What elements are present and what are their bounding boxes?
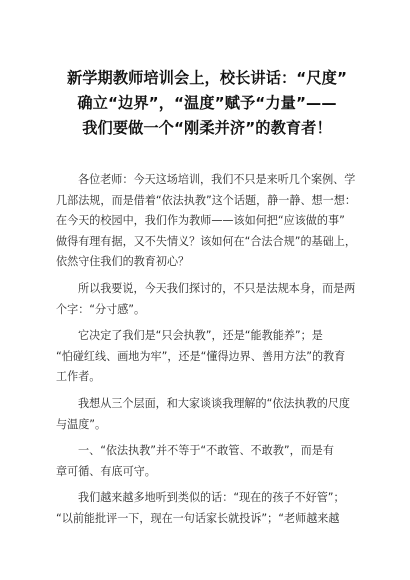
- paragraph-line: “以前能批评一下，现在一句话家长就投诉”；“老师越来越: [56, 511, 340, 525]
- section-heading-one: [56, 441, 356, 482]
- paragraph-line: 与温度”。: [56, 417, 107, 431]
- paragraph-line: 它决定了我们是“只会执教”，还是“能教能养”；是: [78, 329, 323, 343]
- paragraph-line: 工作者。: [56, 370, 101, 384]
- paragraph-line: 一、“依法执教”并不等于“不敢管、不敢教”，而是有: [78, 444, 334, 458]
- paragraph-decides: [56, 326, 356, 388]
- paragraph-line: 几部法规，而是借着“依法执教”这个话题，静一静、想一想：: [56, 193, 356, 207]
- paragraph-sense-of-proportion: [56, 279, 356, 320]
- title-divider: [64, 163, 348, 164]
- title-line-2: 确立“边界”，“温度”赋予“力量”——: [77, 94, 337, 112]
- title-line-1: 新学期教师培训会上，校长讲话：“尺度”: [66, 69, 348, 87]
- paragraph-line: 个字：“分寸感”。: [56, 302, 146, 316]
- paragraph-line: 做得有理有据，又不失情义？该如何在“合法合规”的基础上，: [56, 234, 356, 248]
- paragraph-three-levels: [56, 394, 356, 435]
- document-title: [40, 66, 374, 141]
- document-body: [56, 170, 356, 536]
- paragraph-greeting: [56, 170, 356, 273]
- paragraph-we-hear: [56, 488, 356, 529]
- title-line-3: 我们要做一个“刚柔并济”的教育者！: [82, 119, 332, 137]
- paragraph-line: 我想从三个层面，和大家谈谈我理解的“依法执教的尺度: [78, 396, 350, 410]
- paragraph-line: 各位老师：今天这场培训，我们不只是来听几个案例、学: [78, 173, 356, 186]
- paragraph-line: 所以我要说，今天我们探讨的，不只是法规本身，而是两: [78, 281, 356, 295]
- paragraph-line: 依然守住我们的教育初心？: [56, 255, 190, 269]
- paragraph-line: 在今天的校园中，我们作为教师——该如何把“应该做的事”: [56, 214, 345, 228]
- paragraph-line: 我们越来越多地听到类似的话：“现在的孩子不好管”；: [78, 491, 345, 505]
- paragraph-line: 章可循、有底可守。: [56, 464, 156, 478]
- paragraph-line: “怕碰红线、画地为牢”，还是“懂得边界、善用方法”的教育: [56, 349, 346, 363]
